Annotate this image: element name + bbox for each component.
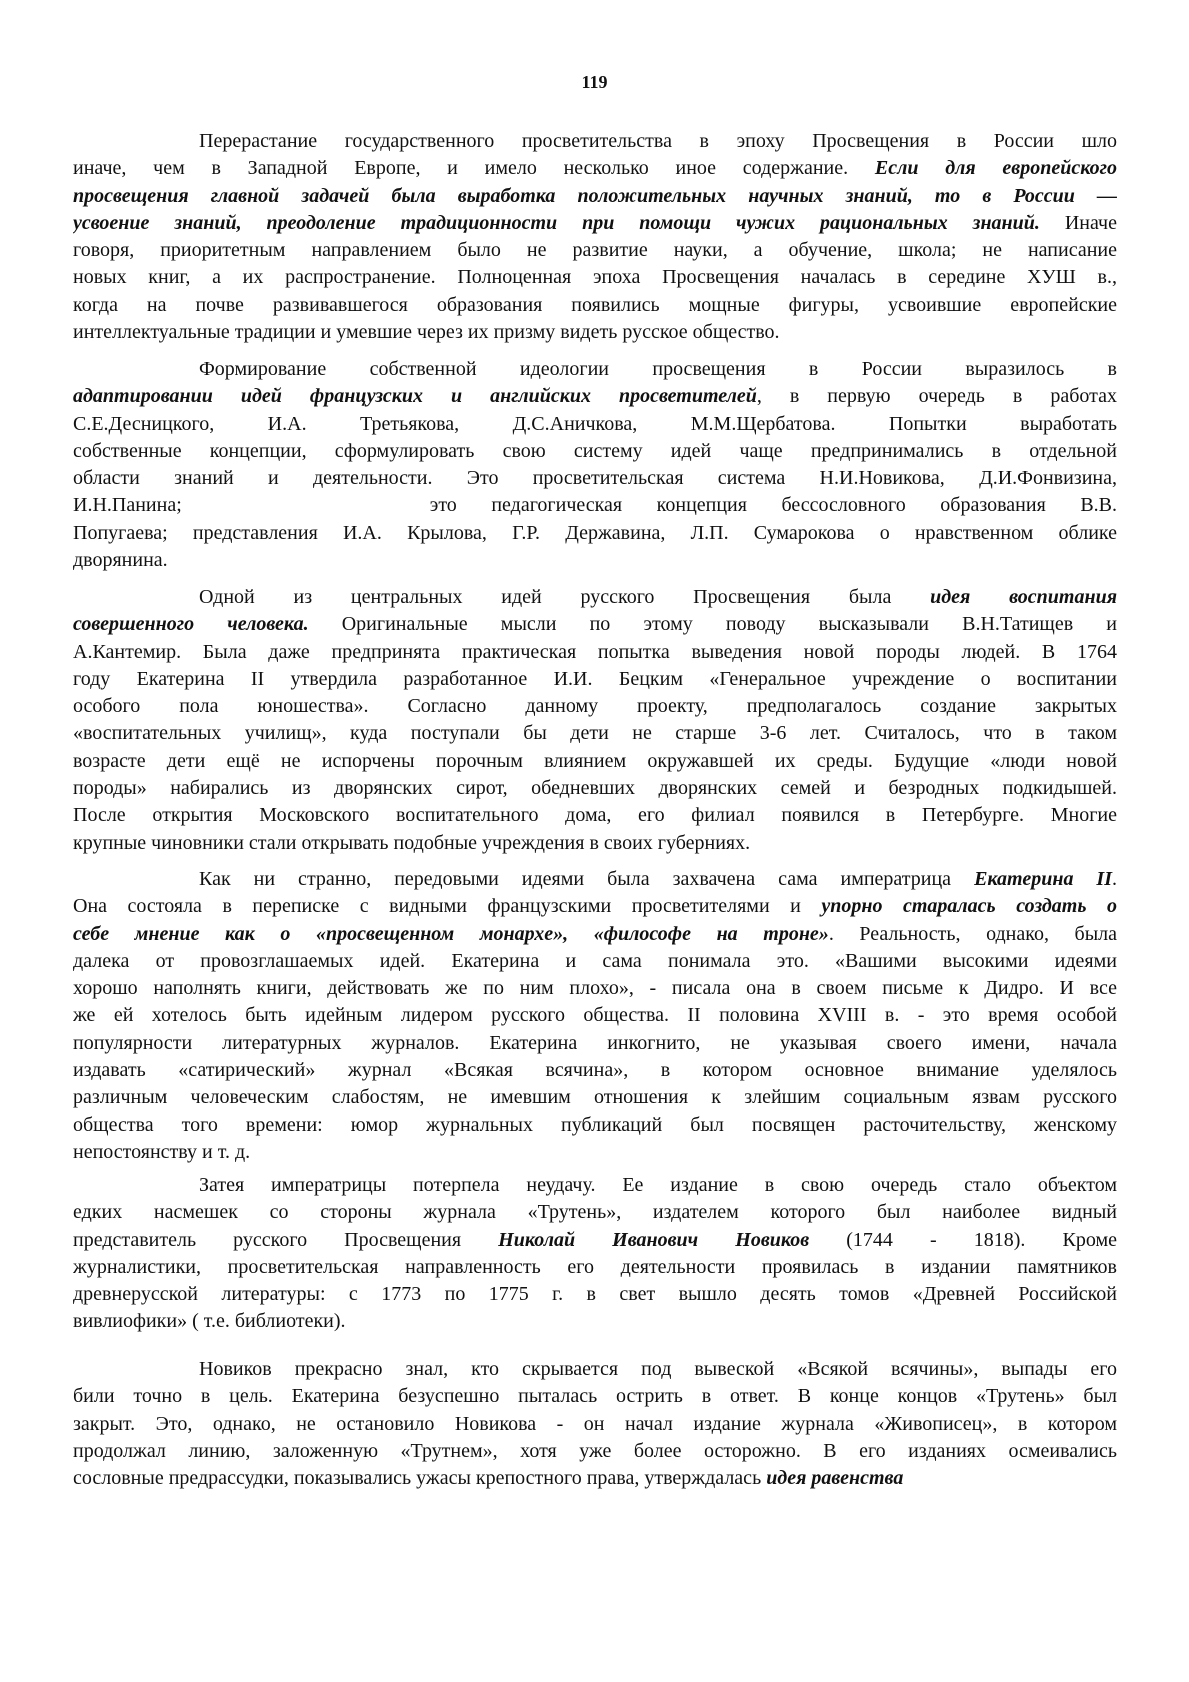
text-run: общества того времени: юмор журнальных публикаций был посвящен расточительству, женскому (73, 1113, 1117, 1136)
emphasized-text: Екатерина II (974, 868, 1112, 890)
text-line (73, 748, 1117, 775)
text-line (73, 775, 1117, 802)
text-run: породы» набирались из дворянских сирот, обедневших дворянских семей и безродных подкидышей. (73, 777, 1117, 800)
text-line (73, 693, 1117, 720)
paragraph (73, 866, 1117, 1166)
text-run: , в первую очередь в работах (756, 385, 1117, 408)
emphasized-text: просвещения главной задачей была выработка положительных научных знаний, то в России — (73, 184, 1117, 207)
text-run: же ей хотелось быть идейным лидером русского общества. II половина XVIII в. - это время особой (73, 1004, 1117, 1027)
text-run: били точно в цель. Екатерина безуспешно пыталась острить в ответ. В конце концов «Трутень» был (73, 1385, 1117, 1408)
emphasized-text: адаптировании идей французских и английских просветителей (73, 385, 757, 408)
text-run: далека от провозглашаемых идей. Екатерина и сама понимала это. «Вашими высокими идеями (73, 949, 1117, 972)
text-line (73, 465, 1117, 492)
text-run: году Екатерина II утвердила разработанное И.И. Бецким «Генеральное учреждение о воспитании (73, 667, 1117, 690)
text-line (73, 1084, 1117, 1111)
text-line (73, 921, 1117, 948)
paragraph (73, 584, 1117, 857)
page-number: 119 (581, 72, 608, 92)
text-run: Как ни странно, передовыми идеями была захвачена сама императрица (199, 868, 975, 890)
text-line (73, 1227, 1117, 1254)
emphasized-text: себе мнение как о «просвещенном монархе», «философе на троне» (73, 922, 829, 945)
text-run: Попугаева; представления И.А. Крылова, Г.Р. Державина, Л.П. Сумарокова о нравственном облике (73, 521, 1117, 544)
text-run: возрасте дети ещё не испорчены порочным влиянием окружавшей их среды. Будущие «люди новой (73, 749, 1117, 772)
text-run: журналистики, просветительская направленность его деятельности проявилась в издании памятников (73, 1255, 1117, 1278)
text-line (73, 802, 1117, 829)
text-line (73, 1172, 1117, 1199)
emphasized-text: усвоение знаний, преодоление традиционности при помощи чужих рациональных знаний. (73, 211, 1040, 234)
text-run: сословные предрассудки, показывались ужасы крепостного права, утверждалась (73, 1467, 767, 1490)
text-run: дворянина. (73, 549, 168, 572)
emphasized-text: Николай Иванович Новиков (498, 1228, 810, 1251)
emphasized-text: упорно старалась создать о (821, 895, 1117, 918)
text-line (73, 547, 1117, 574)
text-run: Формирование собственной идеологии просвещения в России выразилось в (199, 358, 1117, 380)
paragraph (73, 128, 1117, 346)
text-line (73, 666, 1117, 693)
text-run: А.Кантемир. Была даже предпринята практическая попытка выведения новой породы людей. В 1764 (73, 640, 1117, 663)
text-run: С.Е.Десницкого, И.А. Третьякова, Д.С.Аничкова, М.М.Щербатова. Попытки выработать (73, 412, 1117, 435)
text-run: (1744 - 1818). Кроме (809, 1228, 1117, 1251)
text-line (73, 492, 1117, 519)
text-line (73, 383, 1117, 410)
text-line (73, 611, 1117, 638)
paragraph (73, 1172, 1117, 1336)
paragraph (73, 1356, 1117, 1492)
emphasized-text: идея равенства (766, 1467, 904, 1490)
text-line (73, 1254, 1117, 1281)
text-line (73, 411, 1117, 438)
text-run: продолжал линию, заложенную «Трутнем», хотя уже более осторожно. В его изданиях осмеивались (73, 1439, 1117, 1462)
text-run: древнерусской литературы: с 1773 по 1775 г. в свет вышло десять томов «Древней Российской (73, 1283, 1117, 1306)
text-line (73, 584, 1117, 611)
text-run: собственные концепции, сформулировать свою систему идей чаще предпринимались в отдельной (73, 439, 1117, 462)
text-run: иначе, чем в Западной Европе, и имело несколько иное содержание. (73, 157, 875, 180)
text-run: непостоянству и т. д. (73, 1140, 251, 1163)
text-line (73, 1199, 1117, 1226)
text-run: Перерастание государственного просветительства в эпоху Просвещения в России шло (199, 130, 1117, 152)
text-run: представитель русского Просвещения (73, 1228, 499, 1251)
text-line (73, 975, 1117, 1002)
text-line (73, 155, 1117, 182)
text-line (73, 183, 1117, 210)
text-run: «воспитательных училищ», куда поступали бы дети не старше 3-6 лет. Считалось, что в таком (73, 722, 1117, 745)
text-line (73, 1438, 1117, 1465)
text-line (73, 1465, 1117, 1492)
text-run: Одной из центральных идей русского Просвещения была (199, 586, 931, 608)
text-line (73, 1057, 1117, 1084)
text-line (73, 319, 1117, 346)
text-run: Она состояла в переписке с видными французскими просветителями и (73, 895, 822, 918)
text-run: вивлиофики» ( т.е. библиотеки). (73, 1310, 346, 1333)
text-run: области знаний и деятельности. Это просветительская система Н.И.Новикова, Д.И.Фонвизина, (73, 467, 1117, 490)
text-line (73, 438, 1117, 465)
text-run: . (1112, 868, 1117, 890)
text-run: Иначе (1039, 211, 1117, 234)
text-run: . Реальность, однако, была (828, 922, 1117, 945)
text-line (73, 1308, 1117, 1335)
text-line (73, 1002, 1117, 1029)
text-run: Оригинальные мысли по этому поводу высказывали В.Н.Татищев и (308, 613, 1117, 636)
text-line (73, 1139, 1117, 1166)
text-run: хорошо наполнять книги, действовать же по ним плохо», - писала она в своем письме к Дидро. И все (73, 977, 1117, 1000)
text-run: когда на почве развивавшегося образования появились мощные фигуры, усвоившие европейские (73, 293, 1117, 316)
text-run: издавать «сатирический» журнал «Всякая всячина», в котором основное внимание уделялось (73, 1059, 1117, 1082)
text-run: говоря, приоритетным направлением было не развитие науки, а обучение, школа; не написание (73, 239, 1117, 262)
text-line (73, 356, 1117, 383)
text-run: особого пола юношества». Согласно данному проекту, предполагалось создание закрытых (73, 695, 1117, 718)
text-line (73, 210, 1117, 237)
text-line (73, 1411, 1117, 1438)
text-line (73, 292, 1117, 319)
text-line (73, 1281, 1117, 1308)
text-line (73, 1356, 1117, 1383)
text-run: это педагогическая концепция бессословного образования В.В. (429, 494, 1117, 517)
text-line (73, 948, 1117, 975)
emphasized-text: совершенного человека. (73, 613, 309, 636)
text-line (73, 893, 1117, 920)
text-run: различным человеческим слабостям, не имевшим отношения к злейшим социальным язвам русского (73, 1086, 1117, 1109)
text-run: И.Н.Панина; (73, 494, 182, 517)
text-line (73, 639, 1117, 666)
text-run: едких насмешек со стороны журнала «Трутень», издателем которого был наиболее видный (73, 1201, 1117, 1224)
text-line (73, 1383, 1117, 1410)
text-line (73, 237, 1117, 264)
text-line (73, 1030, 1117, 1057)
text-line (73, 720, 1117, 747)
text-line (73, 128, 1117, 155)
text-run: Новиков прекрасно знал, кто скрывается под вывеской «Всякой всячины», выпады его (199, 1358, 1117, 1380)
text-run: новых книг, а их распространение. Полноценная эпоха Просвещения началась в середине ХУШ в., (73, 266, 1117, 289)
text-run: Затея императрицы потерпела неудачу. Ее издание в свою очередь стало объектом (199, 1174, 1117, 1196)
text-run: крупные чиновники стали открывать подобные учреждения в своих губерниях. (73, 831, 751, 854)
text-line (73, 866, 1117, 893)
text-line (73, 1112, 1117, 1139)
text-run: После открытия Московского воспитательного дома, его филиал появился в Петербурге. Многие (73, 804, 1117, 827)
emphasized-text: идея воспитания (930, 586, 1117, 608)
text-run: популярности литературных журналов. Екатерина инкогнито, не указывая своего имени, начала (73, 1031, 1117, 1054)
text-line (73, 264, 1117, 291)
text-line (73, 520, 1117, 547)
paragraph (73, 356, 1117, 574)
emphasized-text: Если для европейского (874, 157, 1117, 180)
text-line (73, 830, 1117, 857)
text-run: интеллектуальные традиции и умевшие через их призму видеть русское общество. (73, 321, 780, 344)
text-run: закрыт. Это, однако, не остановило Новикова - он начал издание журнала «Живописец», в котором (73, 1412, 1117, 1435)
